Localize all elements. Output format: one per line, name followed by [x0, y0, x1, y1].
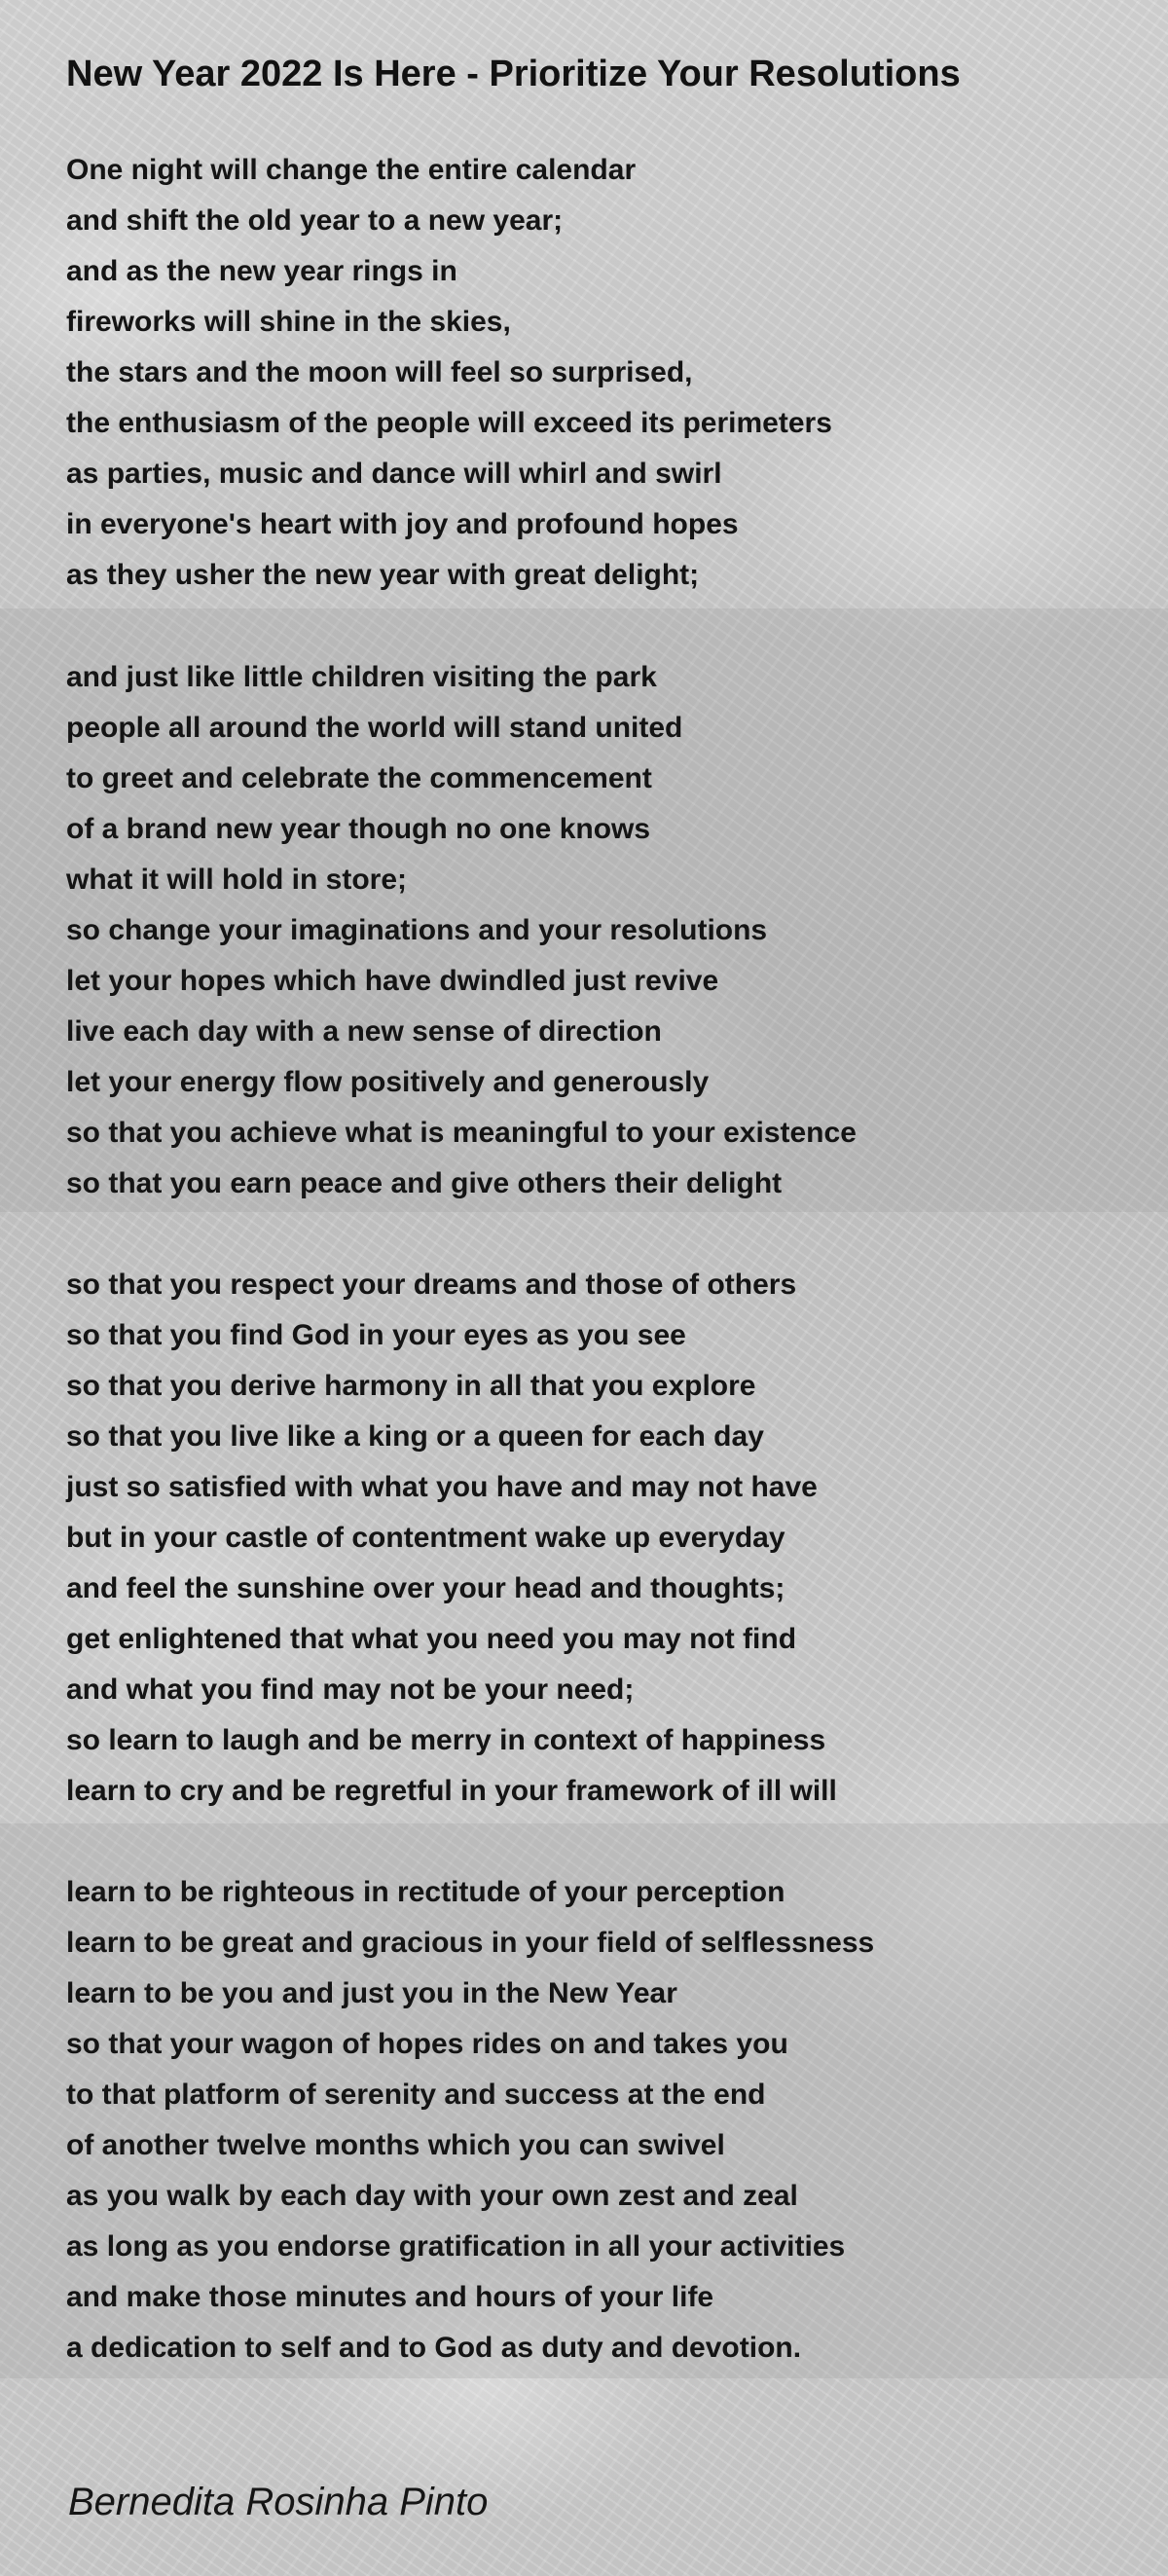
poem-line: in everyone's heart with joy and profound hopes	[66, 508, 739, 540]
poem-line: learn to cry and be regretful in your framework of ill will	[66, 1775, 837, 1807]
poem-line: as parties, music and dance will whirl and swirl	[66, 458, 722, 490]
poem-line: so learn to laugh and be merry in context of happiness	[66, 1724, 826, 1756]
poem-line: live each day with a new sense of direction	[66, 1015, 662, 1048]
poem-line: of a brand new year though no one knows	[66, 813, 651, 845]
poem-line: what it will hold in store;	[66, 864, 407, 896]
poem-line: and make those minutes and hours of your life	[66, 2281, 714, 2313]
poem-line: fireworks will shine in the skies,	[66, 306, 511, 338]
poem-line: to that platform of serenity and success at the end	[66, 2079, 766, 2111]
poem-line: and feel the sunshine over your head and thoughts;	[66, 1572, 785, 1604]
stanza-1	[0, 144, 1168, 605]
poem-line: so that you find God in your eyes as you see	[66, 1319, 686, 1351]
poem-line: people all around the world will stand united	[66, 712, 683, 744]
poem-line: the stars and the moon will feel so surprised,	[66, 356, 693, 388]
poem-line: so that you derive harmony in all that you explore	[66, 1370, 756, 1402]
poem-line: so that you respect your dreams and those of others	[66, 1269, 797, 1301]
poem-line: learn to be righteous in rectitude of your perception	[66, 1876, 785, 1908]
poem-line: just so satisfied with what you have and may not have	[66, 1471, 818, 1503]
poem-line: One night will change the entire calendar	[66, 154, 637, 186]
poem-line: let your energy flow positively and generously	[66, 1066, 710, 1098]
stanza-2	[0, 608, 1168, 1212]
poem-line: so change your imaginations and your resolutions	[66, 914, 768, 946]
poem-line: the enthusiasm of the people will exceed its perimeters	[66, 407, 832, 439]
poem-line: and shift the old year to a new year;	[66, 204, 564, 237]
poem-line: so that your wagon of hopes rides on and takes you	[66, 2028, 788, 2060]
poem-line: but in your castle of contentment wake up everyday	[66, 1522, 785, 1554]
poem-line: and as the new year rings in	[66, 255, 457, 287]
poem-author: Bernedita Rosinha Pinto	[68, 2481, 489, 2523]
poem-line: as long as you endorse gratification in all your activities	[66, 2230, 846, 2263]
poem-line: get enlightened that what you need you may not find	[66, 1623, 797, 1655]
poem-title: New Year 2022 Is Here - Prioritize Your Resolutions	[66, 54, 961, 94]
poem-line: to greet and celebrate the commencement	[66, 762, 652, 794]
stanza-3	[0, 1216, 1168, 1820]
poem-line: as they usher the new year with great delight;	[66, 559, 700, 591]
poem-line: so that you earn peace and give others their delight	[66, 1167, 783, 1199]
poem-line: as you walk by each day with your own zest and zeal	[66, 2180, 798, 2212]
poem-line: so that you live like a king or a queen for each day	[66, 1420, 764, 1453]
poem-line: and just like little children visiting the park	[66, 661, 657, 693]
poem-line: and what you find may not be your need;	[66, 1674, 635, 1706]
poem-line: a dedication to self and to God as duty and devotion.	[66, 2332, 802, 2364]
stanza-4	[0, 1823, 1168, 2378]
poem-line: so that you achieve what is meaningful to your existence	[66, 1117, 857, 1149]
poem-line: let your hopes which have dwindled just revive	[66, 965, 719, 997]
poem-line: learn to be great and gracious in your field of selflessness	[66, 1927, 875, 1959]
poem-line: learn to be you and just you in the New Year	[66, 1977, 677, 2009]
poem-line: of another twelve months which you can swivel	[66, 2129, 725, 2161]
